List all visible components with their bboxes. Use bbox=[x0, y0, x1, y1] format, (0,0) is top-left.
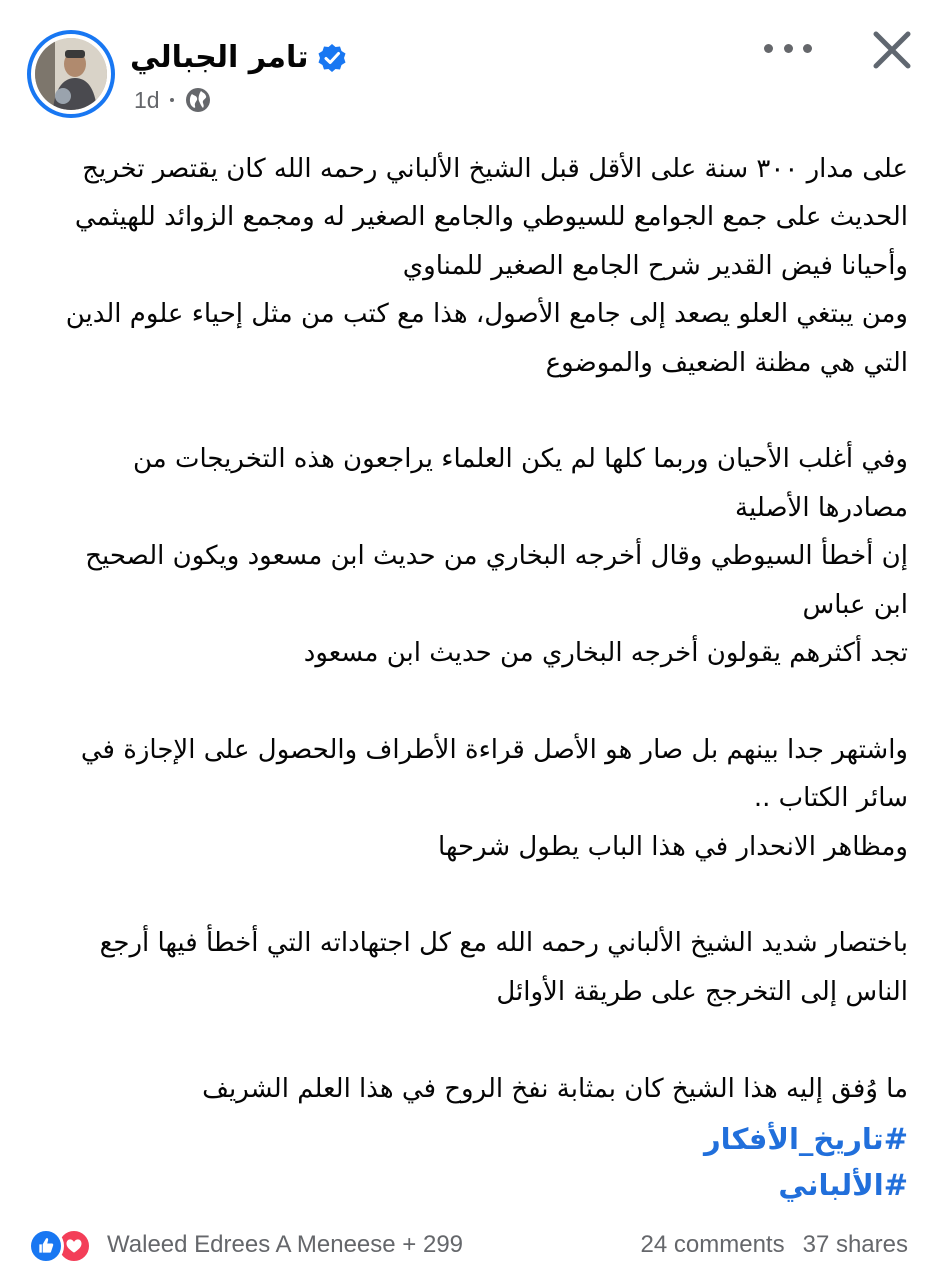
more-dot-icon bbox=[764, 44, 773, 53]
post-text-line: الناس إلى التخرجج على طريقة الأوائل bbox=[496, 976, 908, 1007]
globe-icon[interactable] bbox=[184, 86, 212, 114]
hashtag-link[interactable]: #الألباني bbox=[778, 1168, 908, 1202]
post-header bbox=[0, 0, 935, 130]
post-hashtags bbox=[704, 1116, 908, 1208]
hashtag-link[interactable]: #تاريخ_الأفكار bbox=[703, 1122, 908, 1156]
avatar-photo bbox=[35, 38, 107, 110]
post-text-line: ومن يبتغي العلو يصعد إلى جامع الأصول، هذا مع كتب من مثل إحياء علوم الدين bbox=[65, 299, 908, 330]
more-options-button[interactable] bbox=[764, 36, 812, 60]
reactors-summary[interactable]: Waleed Edrees A Meneese + 299 bbox=[107, 1231, 464, 1258]
post-text-line bbox=[24, 1016, 908, 1064]
post-text-line: سائر الكتاب .. bbox=[753, 783, 908, 814]
post-text-line bbox=[24, 387, 908, 435]
post-time[interactable]: 1d bbox=[134, 86, 160, 113]
close-icon[interactable] bbox=[870, 28, 914, 72]
post-text-line: واشتهر جدا بينهم بل صار هو الأصل قراءة الأطراف والحصول على الإجازة في bbox=[80, 734, 908, 765]
author-row bbox=[130, 38, 347, 78]
post-text-line: التي هي مظنة الضعيف والموضوع bbox=[545, 347, 908, 378]
post-text-line: مصادرها الأصلية bbox=[735, 492, 908, 523]
reaction-icons[interactable] bbox=[28, 1228, 92, 1264]
post-text-line: الحديث على جمع الجوامع للسيوطي والجامع الصغير له ومجمع الزوائد للهيثمي bbox=[74, 202, 908, 233]
post-text-line: على مدار ٣٠٠ سنة على الأقل قبل الشيخ الألباني رحمه الله كان يقتصر تخريج bbox=[82, 154, 908, 184]
post-text-line: ابن عباس bbox=[802, 589, 908, 620]
more-dot-icon bbox=[803, 44, 812, 53]
comments-count[interactable]: 24 comments bbox=[640, 1231, 785, 1258]
post-stats bbox=[641, 1231, 908, 1259]
post-text-line: وفي أغلب الأحيان وربما كلها لم يكن العلماء يراجعون هذه التخريجات من bbox=[133, 444, 908, 475]
author-avatar[interactable] bbox=[27, 30, 115, 118]
shares-count[interactable]: 37 shares bbox=[802, 1231, 908, 1258]
person-silhouette-icon bbox=[35, 38, 107, 110]
meta-separator bbox=[170, 98, 174, 102]
post-text-line: وأحيانا فيض القدير شرح الجامع الصغير للمناوي bbox=[402, 250, 908, 281]
post-text-line: تجد أكثرهم يقولون أخرجه البخاري من حديث ابن مسعود bbox=[303, 638, 908, 669]
more-dot-icon bbox=[784, 44, 793, 53]
verified-badge-icon bbox=[317, 43, 347, 73]
post-text-line: باختصار شديد الشيخ الألباني رحمه الله مع كل اجتهاداته التي أخطأ فيها أرجع bbox=[99, 928, 908, 959]
post-body bbox=[24, 145, 908, 1113]
like-reaction-icon bbox=[28, 1228, 64, 1264]
post-text-line: ما وُفق إليه هذا الشيخ كان بمثابة نفخ الروح في هذا العلم الشريف bbox=[202, 1073, 908, 1104]
post-meta bbox=[134, 86, 212, 114]
author-name[interactable]: تامر الجبالي bbox=[130, 40, 309, 75]
post-footer bbox=[0, 1222, 935, 1272]
post-text-line bbox=[24, 677, 908, 725]
post-text-line: إن أخطأ السيوطي وقال أخرجه البخاري من حديث ابن مسعود ويكون الصحيح bbox=[85, 541, 908, 572]
post-text-line bbox=[24, 871, 908, 919]
post-text-line: ومظاهر الانحدار في هذا الباب يطول شرحها bbox=[438, 831, 908, 862]
